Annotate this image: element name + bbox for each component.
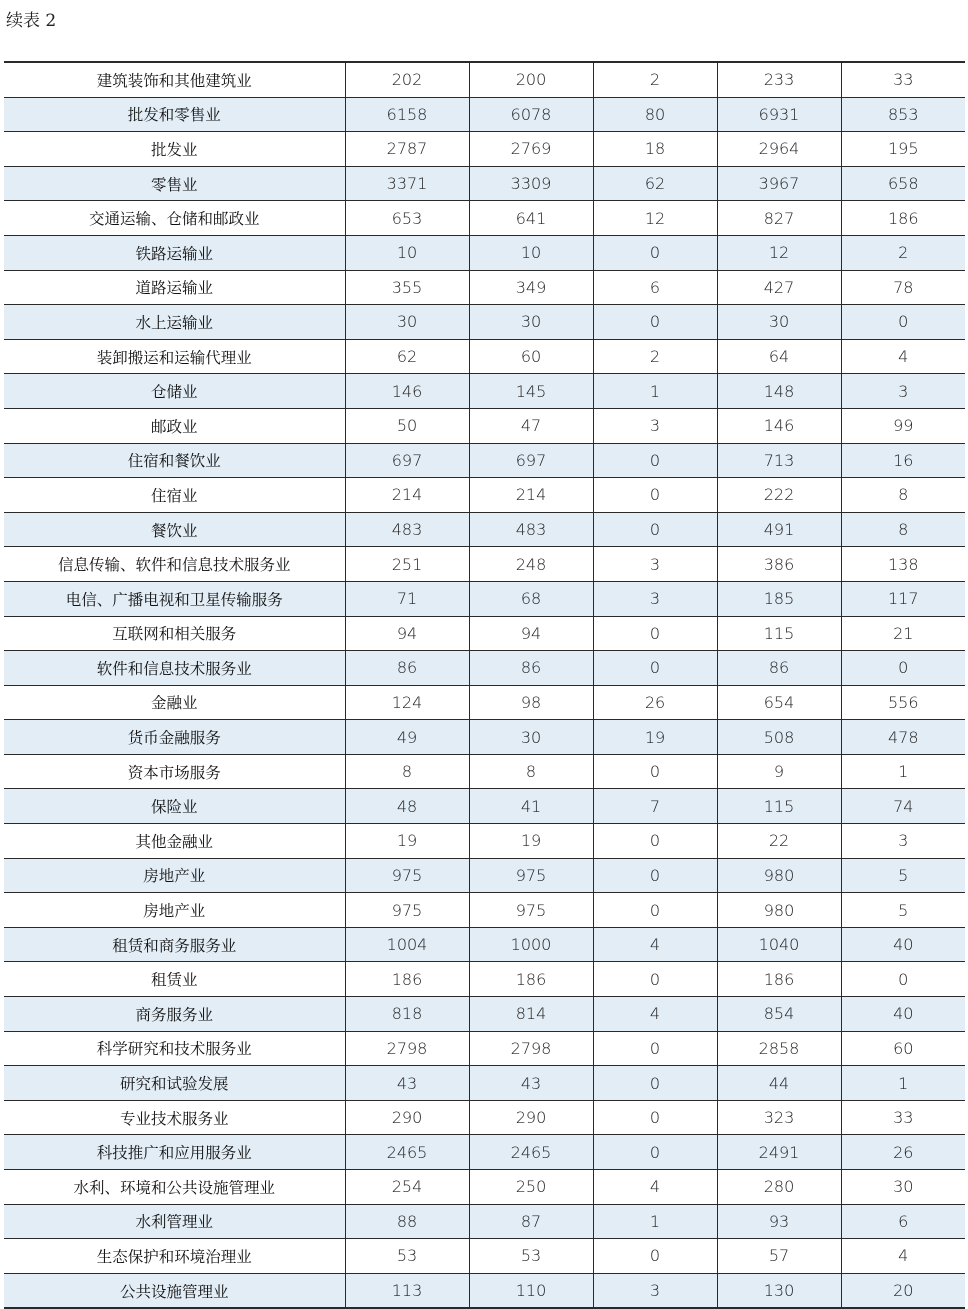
table-cell: 222 [717, 478, 841, 513]
table-cell: 2769 [469, 132, 593, 167]
table-cell: 86 [717, 651, 841, 686]
table-cell: 30 [469, 720, 593, 755]
row-label: 公共设施管理业 [4, 1273, 345, 1308]
table-cell: 9 [717, 754, 841, 789]
table-cell: 814 [469, 997, 593, 1032]
table-cell: 556 [841, 685, 965, 720]
table-cell: 827 [717, 201, 841, 236]
table-cell: 0 [593, 962, 717, 997]
table-cell: 86 [345, 651, 469, 686]
row-label: 保险业 [4, 789, 345, 824]
table-cell: 1 [841, 1066, 965, 1101]
row-label: 仓储业 [4, 374, 345, 409]
table-row [4, 1100, 965, 1135]
table-cell: 6158 [345, 97, 469, 132]
table-cell: 2 [841, 235, 965, 270]
table-cell: 94 [469, 616, 593, 651]
row-label: 零售业 [4, 166, 345, 201]
table-cell: 980 [717, 858, 841, 893]
table-cell: 30 [469, 305, 593, 340]
table-cell: 117 [841, 581, 965, 616]
table-row [4, 685, 965, 720]
table-cell: 975 [469, 858, 593, 893]
table-row [4, 997, 965, 1032]
table-cell: 713 [717, 443, 841, 478]
table-cell: 68 [469, 581, 593, 616]
table-cell: 0 [593, 824, 717, 859]
table-cell: 5 [841, 858, 965, 893]
table-cell: 145 [469, 374, 593, 409]
table-row [4, 1239, 965, 1274]
table-cell: 6078 [469, 97, 593, 132]
table-cell: 16 [841, 443, 965, 478]
row-label: 信息传输、软件和信息技术服务业 [4, 547, 345, 582]
row-label: 建筑装饰和其他建筑业 [4, 62, 345, 97]
table-cell: 43 [469, 1066, 593, 1101]
table-cell: 290 [345, 1100, 469, 1135]
table-cell: 214 [469, 478, 593, 513]
table-cell: 86 [469, 651, 593, 686]
table-cell: 195 [841, 132, 965, 167]
table-cell: 0 [841, 305, 965, 340]
table-cell: 49 [345, 720, 469, 755]
table-cell: 50 [345, 408, 469, 443]
table-cell: 0 [593, 1031, 717, 1066]
table-cell: 0 [593, 1066, 717, 1101]
table-cell: 2798 [345, 1031, 469, 1066]
data-table [4, 61, 965, 1309]
table-cell: 47 [469, 408, 593, 443]
table-cell: 113 [345, 1273, 469, 1308]
table-cell: 62 [593, 166, 717, 201]
table-row [4, 512, 965, 547]
row-label: 批发和零售业 [4, 97, 345, 132]
table-cell: 214 [345, 478, 469, 513]
table-cell: 2787 [345, 132, 469, 167]
table-cell: 8 [841, 478, 965, 513]
table-cell: 248 [469, 547, 593, 582]
table-cell: 4 [841, 1239, 965, 1274]
table-cell: 2964 [717, 132, 841, 167]
table-body [4, 62, 965, 1308]
table-cell: 2 [593, 339, 717, 374]
row-label: 资本市场服务 [4, 754, 345, 789]
table-cell: 0 [841, 651, 965, 686]
table-cell: 975 [469, 893, 593, 928]
table-row [4, 789, 965, 824]
table-cell: 0 [593, 754, 717, 789]
row-label: 装卸搬运和运输代理业 [4, 339, 345, 374]
row-label: 铁路运输业 [4, 235, 345, 270]
table-cell: 697 [469, 443, 593, 478]
table-cell: 10 [469, 235, 593, 270]
table-cell: 5 [841, 893, 965, 928]
table-cell: 4 [593, 1170, 717, 1205]
table-cell: 48 [345, 789, 469, 824]
table-cell: 130 [717, 1273, 841, 1308]
table-row [4, 270, 965, 305]
row-label: 水利、环境和公共设施管理业 [4, 1170, 345, 1205]
table-cell: 8 [345, 754, 469, 789]
table-cell: 3 [593, 408, 717, 443]
table-cell: 19 [345, 824, 469, 859]
row-label: 批发业 [4, 132, 345, 167]
table-cell: 43 [345, 1066, 469, 1101]
table-cell: 99 [841, 408, 965, 443]
table-cell: 853 [841, 97, 965, 132]
table-cell: 12 [717, 235, 841, 270]
table-cell: 233 [717, 62, 841, 97]
table-cell: 0 [593, 1239, 717, 1274]
table-row [4, 616, 965, 651]
table-cell: 1000 [469, 927, 593, 962]
table-row [4, 1031, 965, 1066]
table-cell: 2465 [469, 1135, 593, 1170]
table-cell: 0 [593, 235, 717, 270]
table-cell: 78 [841, 270, 965, 305]
row-label: 软件和信息技术服务业 [4, 651, 345, 686]
row-label: 水上运输业 [4, 305, 345, 340]
table-row [4, 927, 965, 962]
table-cell: 40 [841, 927, 965, 962]
table-row [4, 339, 965, 374]
table-cell: 483 [469, 512, 593, 547]
table-cell: 30 [717, 305, 841, 340]
table-cell: 975 [345, 893, 469, 928]
table-row [4, 1204, 965, 1239]
table-row [4, 547, 965, 582]
table-cell: 653 [345, 201, 469, 236]
table-cell: 6 [841, 1204, 965, 1239]
table-cell: 6 [593, 270, 717, 305]
table-cell: 1040 [717, 927, 841, 962]
table-cell: 124 [345, 685, 469, 720]
table-cell: 0 [593, 1100, 717, 1135]
row-label: 住宿业 [4, 478, 345, 513]
table-cell: 0 [593, 616, 717, 651]
table-cell: 980 [717, 893, 841, 928]
table-cell: 641 [469, 201, 593, 236]
table-cell: 2491 [717, 1135, 841, 1170]
table-row [4, 754, 965, 789]
table-row [4, 962, 965, 997]
table-row [4, 443, 965, 478]
table-cell: 62 [345, 339, 469, 374]
table-cell: 30 [345, 305, 469, 340]
row-label: 专业技术服务业 [4, 1100, 345, 1135]
table-cell: 3 [593, 1273, 717, 1308]
table-cell: 7 [593, 789, 717, 824]
table-cell: 8 [841, 512, 965, 547]
table-cell: 3 [593, 581, 717, 616]
table-cell: 186 [717, 962, 841, 997]
row-label: 房地产业 [4, 893, 345, 928]
table-row [4, 374, 965, 409]
table-row [4, 201, 965, 236]
table-cell: 1 [593, 374, 717, 409]
table-cell: 658 [841, 166, 965, 201]
table-cell: 64 [717, 339, 841, 374]
row-label: 水利管理业 [4, 1204, 345, 1239]
table-cell: 0 [593, 478, 717, 513]
table-cell: 0 [593, 858, 717, 893]
table-cell: 30 [841, 1170, 965, 1205]
table-cell: 57 [717, 1239, 841, 1274]
table-row [4, 1135, 965, 1170]
table-cell: 355 [345, 270, 469, 305]
table-cell: 3371 [345, 166, 469, 201]
row-label: 道路运输业 [4, 270, 345, 305]
table-cell: 854 [717, 997, 841, 1032]
table-cell: 483 [345, 512, 469, 547]
table-cell: 33 [841, 62, 965, 97]
table-cell: 115 [717, 789, 841, 824]
table-cell: 654 [717, 685, 841, 720]
table-cell: 1 [841, 754, 965, 789]
table-row [4, 581, 965, 616]
table-cell: 146 [717, 408, 841, 443]
table-caption: 续表 2 [6, 11, 57, 31]
table-cell: 87 [469, 1204, 593, 1239]
table-cell: 94 [345, 616, 469, 651]
table-cell: 0 [593, 305, 717, 340]
table-row [4, 1170, 965, 1205]
row-label: 电信、广播电视和卫星传输服务 [4, 581, 345, 616]
table-cell: 60 [841, 1031, 965, 1066]
table-cell: 478 [841, 720, 965, 755]
row-label: 其他金融业 [4, 824, 345, 859]
table-cell: 8 [469, 754, 593, 789]
table-cell: 818 [345, 997, 469, 1032]
row-label: 生态保护和环境治理业 [4, 1239, 345, 1274]
table-cell: 2 [593, 62, 717, 97]
table-cell: 2465 [345, 1135, 469, 1170]
table-row [4, 478, 965, 513]
row-label: 交通运输、仓储和邮政业 [4, 201, 345, 236]
table-cell: 6931 [717, 97, 841, 132]
table-cell: 60 [469, 339, 593, 374]
table-row [4, 858, 965, 893]
table-cell: 4 [593, 997, 717, 1032]
table-row [4, 651, 965, 686]
table-row [4, 893, 965, 928]
table-cell: 10 [345, 235, 469, 270]
table-cell: 3309 [469, 166, 593, 201]
table-cell: 4 [841, 339, 965, 374]
table-cell: 4 [593, 927, 717, 962]
row-label: 科技推广和应用服务业 [4, 1135, 345, 1170]
table-cell: 280 [717, 1170, 841, 1205]
table-cell: 74 [841, 789, 965, 824]
table-cell: 186 [469, 962, 593, 997]
table-cell: 40 [841, 997, 965, 1032]
row-label: 租赁业 [4, 962, 345, 997]
row-label: 金融业 [4, 685, 345, 720]
table-cell: 33 [841, 1100, 965, 1135]
table-row [4, 97, 965, 132]
table-cell: 290 [469, 1100, 593, 1135]
row-label: 科学研究和技术服务业 [4, 1031, 345, 1066]
table-cell: 323 [717, 1100, 841, 1135]
table-cell: 427 [717, 270, 841, 305]
table-cell: 80 [593, 97, 717, 132]
table-row [4, 1273, 965, 1308]
table-cell: 93 [717, 1204, 841, 1239]
table-cell: 146 [345, 374, 469, 409]
row-label: 餐饮业 [4, 512, 345, 547]
table-cell: 3967 [717, 166, 841, 201]
table-row [4, 305, 965, 340]
table-cell: 53 [345, 1239, 469, 1274]
table-cell: 251 [345, 547, 469, 582]
table-cell: 185 [717, 581, 841, 616]
table-cell: 115 [717, 616, 841, 651]
table-cell: 3 [593, 547, 717, 582]
row-label: 研究和试验发展 [4, 1066, 345, 1101]
table-cell: 2798 [469, 1031, 593, 1066]
table-cell: 254 [345, 1170, 469, 1205]
table-cell: 44 [717, 1066, 841, 1101]
table-cell: 138 [841, 547, 965, 582]
table-cell: 202 [345, 62, 469, 97]
table-cell: 12 [593, 201, 717, 236]
table-cell: 697 [345, 443, 469, 478]
table-cell: 18 [593, 132, 717, 167]
table-cell: 3 [841, 824, 965, 859]
table-cell: 250 [469, 1170, 593, 1205]
table-cell: 186 [841, 201, 965, 236]
table-row [4, 235, 965, 270]
table-cell: 186 [345, 962, 469, 997]
row-label: 租赁和商务服务业 [4, 927, 345, 962]
table-cell: 98 [469, 685, 593, 720]
table-cell: 491 [717, 512, 841, 547]
table-cell: 41 [469, 789, 593, 824]
row-label: 房地产业 [4, 858, 345, 893]
table-cell: 1004 [345, 927, 469, 962]
table-cell: 110 [469, 1273, 593, 1308]
table-cell: 0 [593, 651, 717, 686]
row-label: 货币金融服务 [4, 720, 345, 755]
table-cell: 975 [345, 858, 469, 893]
table-cell: 0 [593, 512, 717, 547]
table-row [4, 408, 965, 443]
table-cell: 3 [841, 374, 965, 409]
table-cell: 0 [593, 893, 717, 928]
table-cell: 21 [841, 616, 965, 651]
table-row [4, 824, 965, 859]
table-cell: 1 [593, 1204, 717, 1239]
table-cell: 71 [345, 581, 469, 616]
table-cell: 200 [469, 62, 593, 97]
table-cell: 0 [841, 962, 965, 997]
table-cell: 20 [841, 1273, 965, 1308]
table-cell: 19 [593, 720, 717, 755]
table-cell: 88 [345, 1204, 469, 1239]
table-cell: 508 [717, 720, 841, 755]
row-label: 商务服务业 [4, 997, 345, 1032]
table-cell: 2858 [717, 1031, 841, 1066]
table-cell: 19 [469, 824, 593, 859]
row-label: 邮政业 [4, 408, 345, 443]
table-cell: 386 [717, 547, 841, 582]
table-row [4, 62, 965, 97]
table-cell: 22 [717, 824, 841, 859]
table-cell: 26 [841, 1135, 965, 1170]
table-cell: 26 [593, 685, 717, 720]
table-cell: 0 [593, 1135, 717, 1170]
table-cell: 148 [717, 374, 841, 409]
table-row [4, 720, 965, 755]
table-cell: 0 [593, 443, 717, 478]
table-cell: 349 [469, 270, 593, 305]
row-label: 互联网和相关服务 [4, 616, 345, 651]
table-row [4, 132, 965, 167]
table-cell: 53 [469, 1239, 593, 1274]
table-row [4, 166, 965, 201]
table-row [4, 1066, 965, 1101]
row-label: 住宿和餐饮业 [4, 443, 345, 478]
